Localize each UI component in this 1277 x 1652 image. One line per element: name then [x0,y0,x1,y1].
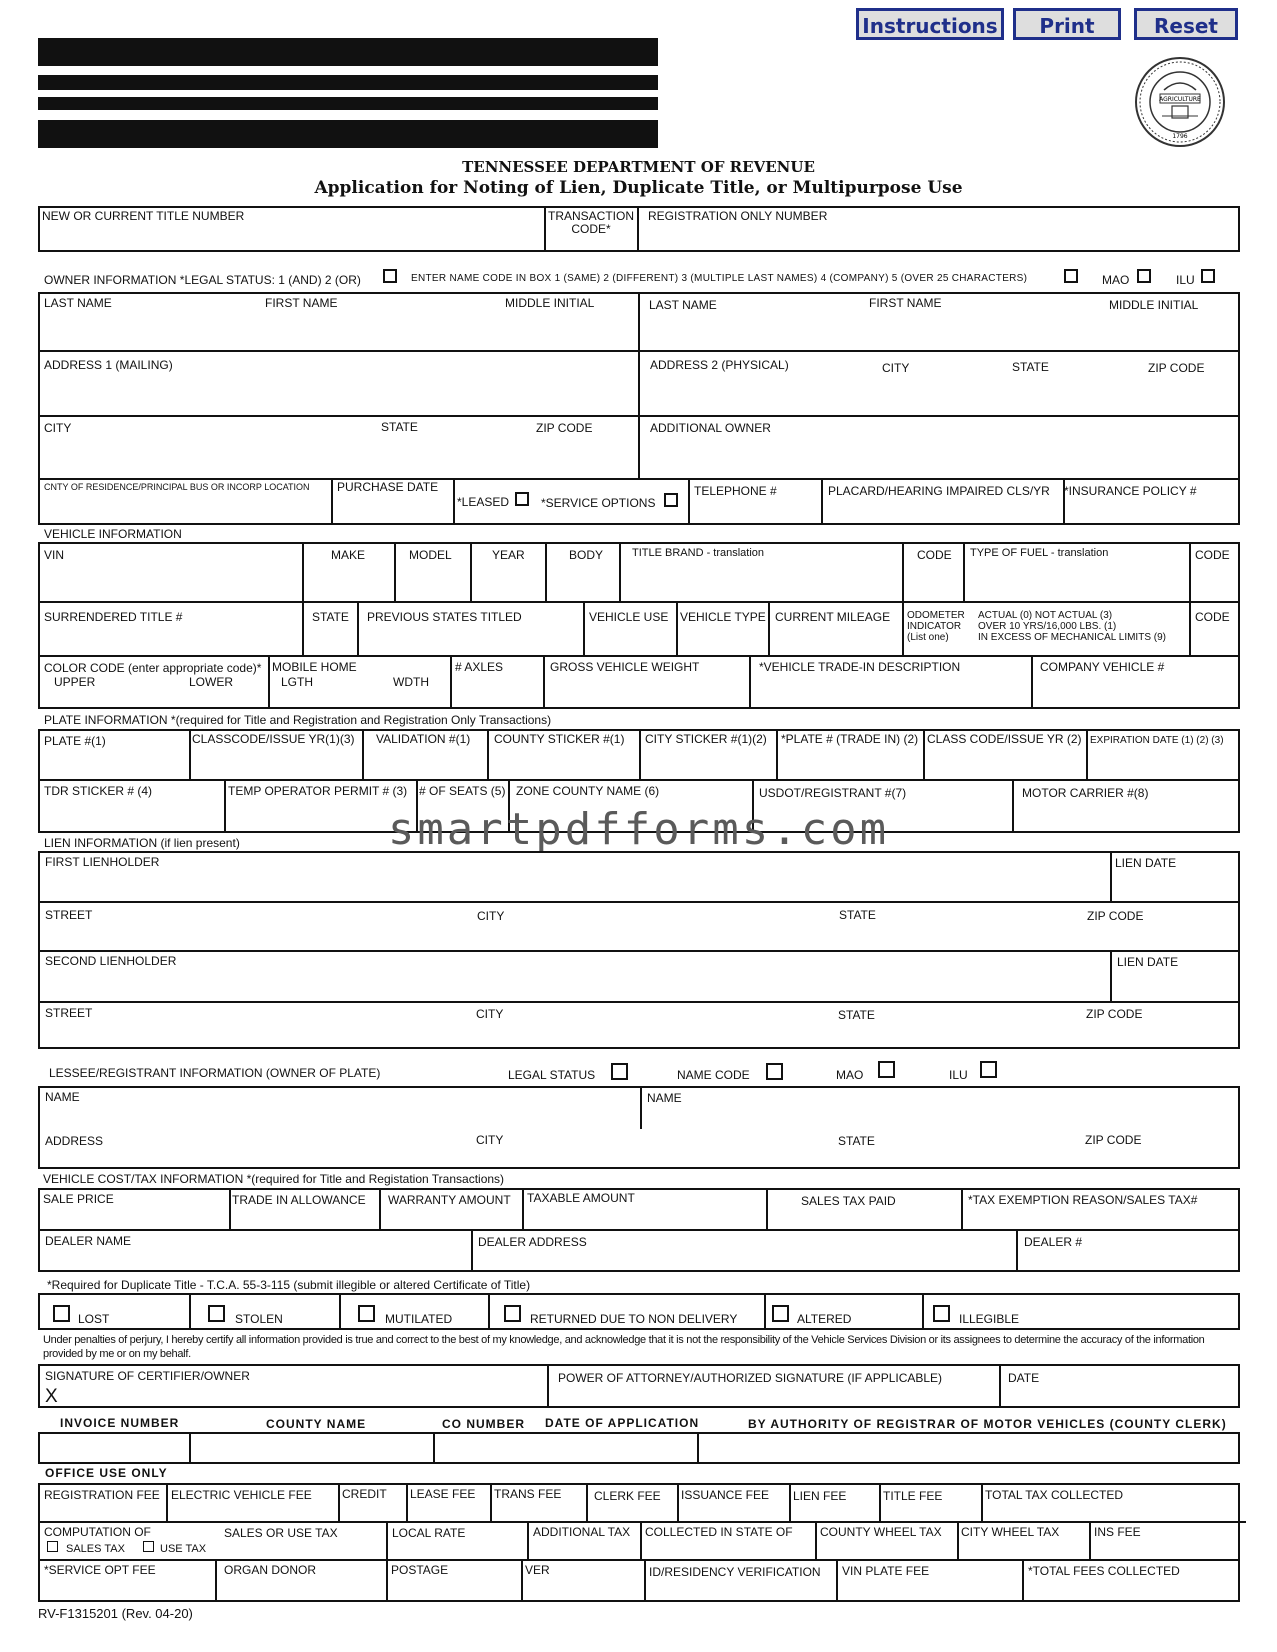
sales-tax-checkbox[interactable] [47,1541,58,1552]
signature-date-label[interactable]: DATE [1008,1371,1040,1385]
invoice-number-header: INVOICE NUMBER [60,1416,180,1430]
lost-label: LOST [78,1312,110,1326]
lessee-legal-status-label: LEGAL STATUS [508,1068,596,1082]
registration-fee-label[interactable]: REGISTRATION FEE [44,1488,160,1502]
second-lien-state-label[interactable]: STATE [838,1008,875,1022]
lessee-legal-status-checkbox[interactable] [611,1063,628,1080]
plate-trade-in-label[interactable]: *PLATE # (TRADE IN) (2) [781,732,919,746]
color-code-label[interactable]: COLOR CODE (enter appropriate code)* [44,661,262,675]
cost-heading: VEHICLE COST/TAX INFORMATION *(required for Title and Registation Transactions) [43,1172,505,1186]
lessee-heading: LESSEE/REGISTRANT INFORMATION (OWNER OF PLATE) [49,1066,381,1080]
odometer-actual-text: ACTUAL (0) NOT ACTUAL (3) [978,610,1113,621]
axles-label[interactable]: # AXLES [455,660,504,674]
lessee-address-label[interactable]: ADDRESS [45,1134,104,1148]
odometer-list-label: (List one) [907,632,949,643]
lessee-ilu-label: ILU [949,1068,968,1082]
mutilated-checkbox[interactable] [358,1305,375,1322]
last-name-label[interactable]: LAST NAME [44,296,112,310]
current-mileage-label[interactable]: CURRENT MILEAGE [775,610,891,624]
second-lien-street-label[interactable]: STREET [45,1006,93,1020]
dealer-name-label[interactable]: DEALER NAME [45,1234,132,1248]
surrendered-title-label[interactable]: SURRENDERED TITLE # [44,610,183,624]
transaction-code-label[interactable]: TRANSACTION CODE* [548,209,635,236]
lessee-state-label[interactable]: STATE [838,1134,875,1148]
duplicate-heading: *Required for Duplicate Title - T.C.A. 55-3-115 (submit illegible or altered Certificate of Title) [47,1278,531,1292]
motor-carrier-label[interactable]: MOTOR CARRIER #(8) [1022,786,1149,800]
postage-label[interactable]: POSTAGE [391,1563,449,1577]
trans-fee-label[interactable]: TRANS FEE [494,1487,562,1501]
odometer-over-text: OVER 10 YRS/16,000 LBS. (1) [978,621,1117,632]
taxable-amount-label[interactable]: TAXABLE AMOUNT [527,1191,635,1205]
seal-agriculture-text: AGRICULTURE [1159,96,1201,103]
ver-label[interactable]: VER [525,1563,550,1577]
illegible-label: ILLEGIBLE [959,1312,1020,1326]
usdot-label[interactable]: USDOT/REGISTRANT #(7) [759,786,907,800]
fuel-code-label[interactable]: CODE [1195,548,1230,562]
address2-label[interactable]: ADDRESS 2 (PHYSICAL) [650,358,789,372]
company-vehicle-label[interactable]: COMPANY VEHICLE # [1040,660,1165,674]
city-label[interactable]: CITY [44,421,72,435]
address1-label[interactable]: ADDRESS 1 (MAILING) [44,358,173,372]
stolen-label: STOLEN [235,1312,283,1326]
name-code-checkbox[interactable] [1064,269,1078,283]
plate-number-label[interactable]: PLATE #(1) [44,734,106,748]
clerk-fee-label[interactable]: CLERK FEE [594,1489,661,1503]
city-wheel-tax-label[interactable]: CITY WHEEL TAX [961,1525,1060,1539]
lease-fee-label[interactable]: LEASE FEE [410,1487,476,1501]
zip-label[interactable]: ZIP CODE [536,421,593,435]
first-lien-zip-label[interactable]: ZIP CODE [1087,909,1144,923]
lessee-zip-label[interactable]: ZIP CODE [1085,1133,1142,1147]
ins-fee-label[interactable]: INS FEE [1094,1525,1141,1539]
perjury-statement: Under penalties of perjury, I hereby certify all information provided is true and correct to the best of my knowledge, and acknowledge that it is not the responsibility of the Vehicle Services Division or its assignees to determine the accuracy of the information provided by me or on my behalf. [43,1334,1205,1360]
service-opt-fee-label[interactable]: *SERVICE OPT FEE [44,1563,156,1577]
previous-states-label[interactable]: PREVIOUS STATES TITLED [367,610,522,624]
altered-label: ALTERED [797,1312,852,1326]
mao-label: MAO [1102,273,1130,287]
second-lien-zip-label[interactable]: ZIP CODE [1086,1007,1143,1021]
odometer-indicator-label: INDICATOR [907,621,962,632]
lessee-city-label[interactable]: CITY [476,1133,504,1147]
returned-checkbox[interactable] [504,1305,521,1322]
first-name-label[interactable]: FIRST NAME [265,296,338,310]
issuance-fee-label[interactable]: ISSUANCE FEE [681,1488,770,1502]
ev-fee-label[interactable]: ELECTRIC VEHICLE FEE [171,1488,312,1502]
instructions-button[interactable]: Instructions [856,8,1004,40]
reset-button[interactable]: Reset [1134,8,1238,40]
insurance-policy-label[interactable]: *INSURANCE POLICY # [1064,484,1197,498]
date-of-application-header: DATE OF APPLICATION [545,1416,700,1430]
redaction-bar [38,120,658,148]
address2-zip-label[interactable]: ZIP CODE [1148,361,1205,375]
local-rate-label[interactable]: LOCAL RATE [392,1526,466,1540]
vehicle-heading: VEHICLE INFORMATION [44,527,182,541]
second-lienholder-label[interactable]: SECOND LIENHOLDER [45,954,177,968]
state-label[interactable]: STATE [381,420,418,434]
mao-checkbox[interactable] [1137,269,1151,283]
certifier-signature-label[interactable]: SIGNATURE OF CERTIFIER/OWNER [45,1369,250,1383]
lessee-mao-checkbox[interactable] [878,1061,895,1078]
redaction-bar [38,38,658,66]
county-wheel-tax-label[interactable]: COUNTY WHEEL TAX [820,1525,942,1539]
first-lien-city-label[interactable]: CITY [477,909,505,923]
leased-checkbox[interactable] [515,492,529,506]
mobile-home-length-label[interactable]: LGTH [281,675,314,689]
print-button[interactable]: Print [1013,8,1121,40]
first-lienholder-label[interactable]: FIRST LIENHOLDER [45,855,160,869]
placard-label[interactable]: PLACARD/HEARING IMPAIRED CLS/YR [828,484,1050,498]
dealer-number-label[interactable]: DEALER # [1024,1235,1083,1249]
illegible-checkbox[interactable] [933,1305,950,1322]
registrar-authority-header: BY AUTHORITY OF REGISTRAR OF MOTOR VEHICLES (COUNTY CLERK) [748,1417,1227,1431]
title-fee-label[interactable]: TITLE FEE [883,1489,943,1503]
vin-plate-fee-label[interactable]: VIN PLATE FEE [842,1564,930,1578]
lien-fee-label[interactable]: LIEN FEE [793,1489,847,1503]
use-tax-label: USE TAX [160,1543,207,1555]
sales-tax-label: SALES TAX [66,1543,125,1555]
title-brand-code-label[interactable]: CODE [917,548,952,562]
leased-label: *LEASED [457,495,510,509]
sales-tax-paid-label[interactable]: SALES TAX PAID [801,1194,896,1208]
application-date-field[interactable] [435,1434,695,1462]
lien-heading: LIEN INFORMATION (if lien present) [44,836,240,850]
registration-only-label[interactable]: REGISTRATION ONLY NUMBER [648,209,828,223]
owner-heading: OWNER INFORMATION *LEGAL STATUS: 1 (AND) 2 (OR) [44,273,361,287]
collected-in-state-label[interactable]: COLLECTED IN STATE OF [645,1525,793,1539]
second-lien-city-label[interactable]: CITY [476,1007,504,1021]
redaction-bar [38,97,658,110]
temp-permit-label[interactable]: TEMP OPERATOR PERMIT # (3) [228,784,408,798]
address2-state-label[interactable]: STATE [1012,360,1049,374]
lessee-name-2-label[interactable]: NAME [647,1091,682,1105]
lessee-name-code-checkbox[interactable] [766,1063,783,1080]
gross-weight-label[interactable]: GROSS VEHICLE WEIGHT [550,660,700,674]
use-tax-checkbox[interactable] [143,1541,154,1552]
odometer-excess-text: IN EXCESS OF MECHANICAL LIMITS (9) [978,632,1166,643]
first-name-2-label[interactable]: FIRST NAME [869,296,942,310]
purchase-date-label[interactable]: PURCHASE DATE [337,480,439,494]
class-code-2-label[interactable]: CLASS CODE/ISSUE YR (2) [927,732,1082,746]
department-heading: TENNESSEE DEPARTMENT OF REVENUE [462,158,815,176]
redaction-bar [38,75,658,90]
altered-checkbox[interactable] [772,1305,789,1322]
ilu-label: ILU [1176,273,1195,287]
surrendered-state-label[interactable]: STATE [312,610,349,624]
name-code-text: ENTER NAME CODE IN BOX 1 (SAME) 2 (DIFFERENT) 3 (MULTIPLE LAST NAMES) 4 (COMPANY) 5 (OVER 25 CHARACTERS) [411,273,1028,284]
plate-classcode-label[interactable]: CLASSCODE/ISSUE YR(1)(3) [192,732,355,746]
color-upper-label[interactable]: UPPER [54,675,96,689]
office-use-heading: OFFICE USE ONLY [45,1466,168,1480]
sales-or-use-label: SALES OR USE TAX [224,1526,338,1540]
vehicle-use-label[interactable]: VEHICLE USE [589,610,669,624]
additional-tax-label[interactable]: ADDITIONAL TAX [533,1525,631,1539]
expiration-date-label[interactable]: EXPIRATION DATE (1) (2) (3) [1090,735,1224,746]
watermark: smartpdfforms.com [387,804,890,855]
tax-exemption-label[interactable]: *TAX EXEMPTION REASON/SALES TAX# [968,1193,1198,1207]
returned-label: RETURNED DUE TO NON DELIVERY [530,1312,738,1326]
id-residency-label[interactable]: ID/RESIDENCY VERIFICATION [649,1565,821,1579]
form-number: RV-F1315201 (Rev. 04-20) [38,1606,193,1621]
telephone-label[interactable]: TELEPHONE # [694,484,777,498]
address2-city-label[interactable]: CITY [882,361,910,375]
total-fees-label[interactable]: *TOTAL FEES COLLECTED [1028,1564,1180,1578]
service-options-checkbox[interactable] [664,493,678,507]
last-name-2-label[interactable]: LAST NAME [649,298,717,312]
legal-status-checkbox[interactable] [383,269,397,283]
county-residence-label[interactable]: CNTY OF RESIDENCE/PRINCIPAL BUS OR INCORP LOCATION [44,482,310,492]
make-label[interactable]: MAKE [331,548,366,562]
county-name-header: COUNTY NAME [266,1417,367,1431]
title-number-label[interactable]: NEW OR CURRENT TITLE NUMBER [42,209,245,223]
lessee-name-label[interactable]: NAME [45,1090,80,1104]
total-tax-label[interactable]: TOTAL TAX COLLECTED [985,1488,1124,1502]
second-lien-date-label[interactable]: LIEN DATE [1117,955,1179,969]
title-brand-label[interactable]: TITLE BRAND - translation [632,547,765,559]
computation-label: COMPUTATION OF [44,1525,151,1539]
model-label[interactable]: MODEL [409,548,452,562]
city-sticker-label[interactable]: CITY STICKER #(1)(2) [645,732,767,746]
odometer-code-label[interactable]: CODE [1195,610,1230,624]
lessee-section [38,1086,1240,1169]
mobile-home-label: MOBILE HOME [272,660,357,674]
mutilated-label: MUTILATED [385,1312,453,1326]
middle-initial-label[interactable]: MIDDLE INITIAL [505,296,595,310]
body-label[interactable]: BODY [569,548,604,562]
trade-in-description-label[interactable]: *VEHICLE TRADE-IN DESCRIPTION [759,660,961,674]
fuel-type-label[interactable]: TYPE OF FUEL - translation [970,547,1109,559]
seal-year-text: 1796 [1172,133,1188,140]
lessee-name-code-label: NAME CODE [677,1068,750,1082]
vehicle-type-label[interactable]: VEHICLE TYPE [680,610,766,624]
plate-heading: PLATE INFORMATION *(required for Title and Registration and Registration Only Transactions) [44,713,552,727]
co-number-header: CO NUMBER [442,1417,525,1431]
vin-label[interactable]: VIN [44,548,65,562]
odometer-label: ODOMETER [907,610,965,621]
color-lower-label[interactable]: LOWER [189,675,234,689]
sale-price-label[interactable]: SALE PRICE [43,1192,114,1206]
registrar-field[interactable] [699,1434,1238,1462]
warranty-amount-label[interactable]: WARRANTY AMOUNT [388,1193,511,1207]
validation-label[interactable]: VALIDATION #(1) [376,732,471,746]
first-lien-date-label[interactable]: LIEN DATE [1115,856,1177,870]
zone-county-label[interactable]: ZONE COUNTY NAME (6) [516,784,660,798]
lessee-mao-label: MAO [836,1068,864,1082]
mobile-home-width-label[interactable]: WDTH [393,675,429,689]
county-name-field[interactable] [191,1434,431,1462]
credit-label[interactable]: CREDIT [342,1487,387,1501]
additional-owner-label[interactable]: ADDITIONAL OWNER [650,421,771,435]
poa-signature-label[interactable]: POWER OF ATTORNEY/AUTHORIZED SIGNATURE (IF APPLICABLE) [558,1371,943,1385]
tdr-sticker-label[interactable]: TDR STICKER # (4) [44,784,153,798]
middle-initial-2-label[interactable]: MIDDLE INITIAL [1109,298,1199,312]
lessee-ilu-checkbox[interactable] [980,1061,997,1078]
first-lien-state-label[interactable]: STATE [839,908,876,922]
first-lien-street-label[interactable]: STREET [45,908,93,922]
service-options-label: *SERVICE OPTIONS [541,496,656,510]
lost-checkbox[interactable] [53,1305,70,1322]
ilu-checkbox[interactable] [1201,269,1215,283]
seats-label[interactable]: # OF SEATS (5) [419,784,506,798]
form-title: Application for Noting of Lien, Duplicate Title, or Multipurpose Use [314,178,963,198]
invoice-number-field[interactable] [40,1434,187,1462]
county-sticker-label[interactable]: COUNTY STICKER #(1) [494,732,625,746]
year-label[interactable]: YEAR [492,548,525,562]
state-seal-icon [1134,56,1226,148]
dealer-address-label[interactable]: DEALER ADDRESS [478,1235,587,1249]
signature-x-mark: X [45,1386,58,1407]
organ-donor-label[interactable]: ORGAN DONOR [224,1563,317,1577]
stolen-checkbox[interactable] [208,1305,225,1322]
trade-in-allowance-label[interactable]: TRADE IN ALLOWANCE [232,1193,366,1207]
